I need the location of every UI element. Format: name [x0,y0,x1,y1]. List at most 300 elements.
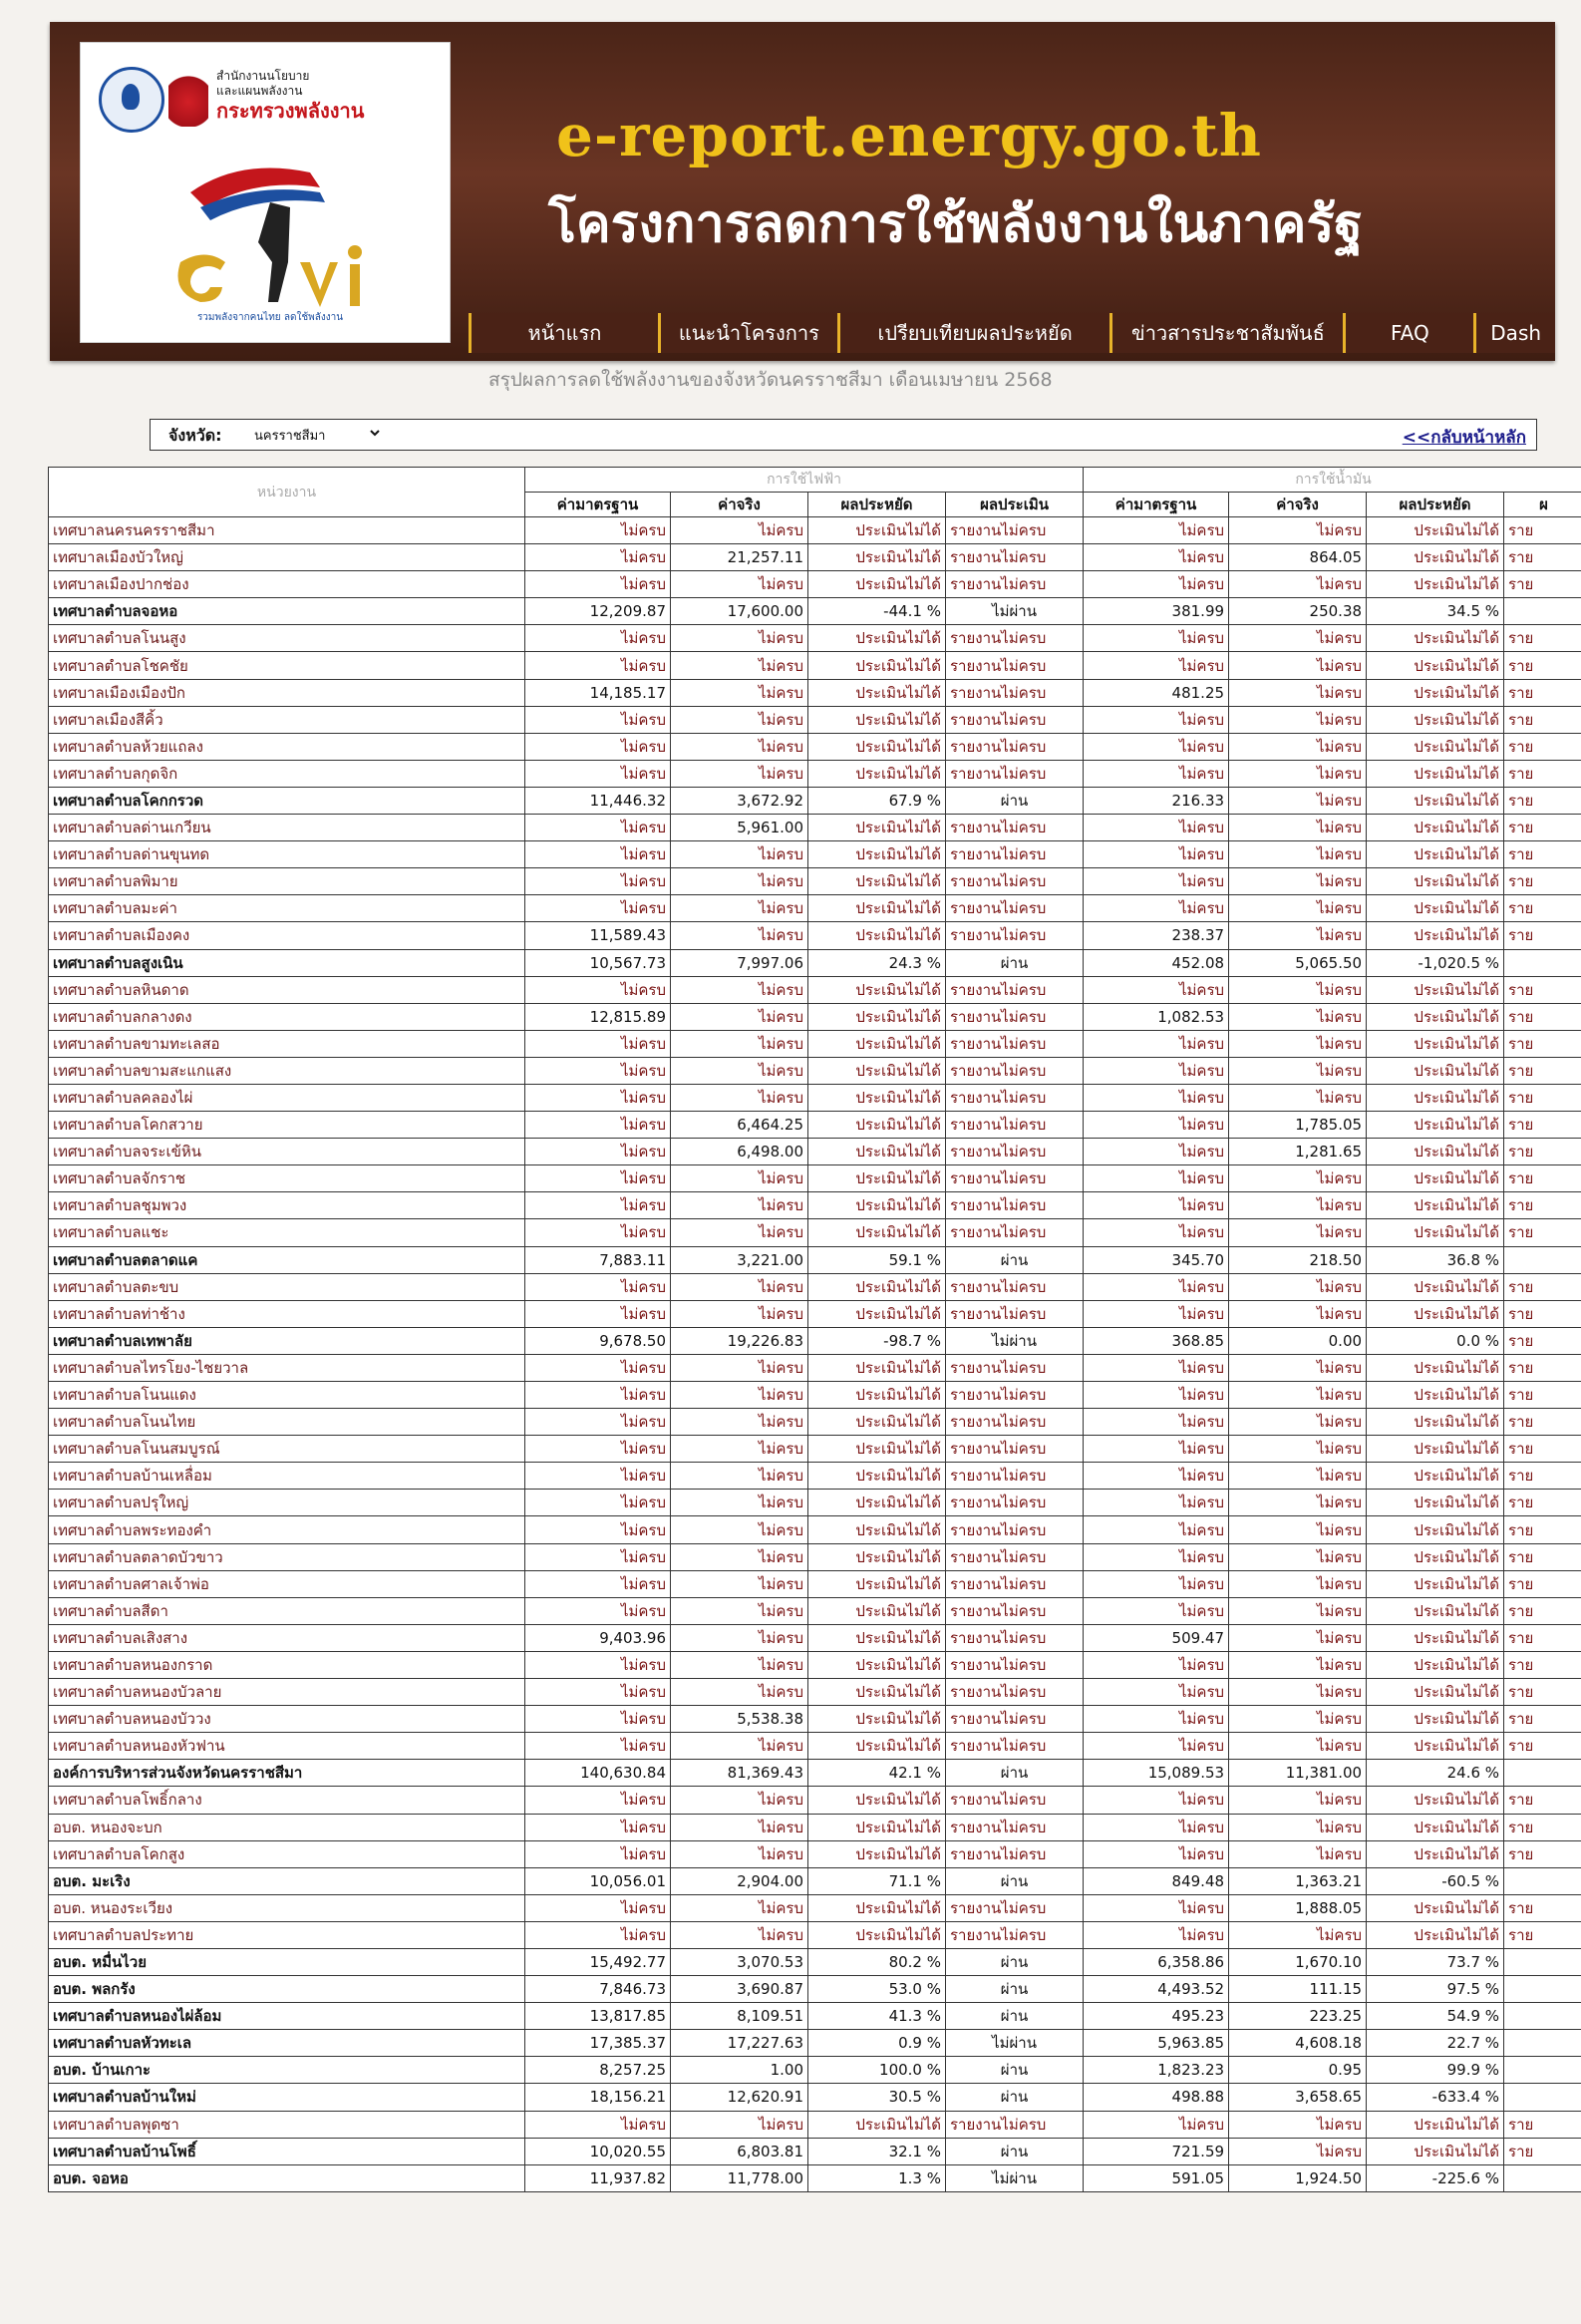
table-cell: ไม่ครบ [1084,1409,1229,1436]
table-row [49,2084,1581,2111]
table-cell: ไม่ครบ [525,1543,671,1570]
table-cell: ประเมินไม่ได้ [1367,1814,1504,1840]
agency-name-cell[interactable]: เทศบาลตำบลโนนไทย [49,1409,525,1436]
table-cell: ประเมินไม่ได้ [1367,1139,1504,1165]
agency-name-cell[interactable]: เทศบาลตำบลแชะ [49,1219,525,1246]
table-cell: ไม่ครบ [1229,976,1367,1003]
table-cell: ผ่าน [946,1246,1084,1273]
table-cell: รายงานไม่ครบ [946,706,1084,733]
agency-name-cell[interactable]: เทศบาลเมืองปากช่อง [49,571,525,598]
table-cell: ประเมินไม่ได้ [808,1597,946,1624]
table-cell: ผ่าน [946,2003,1084,2030]
table-cell: ไม่ครบ [671,2111,808,2138]
agency-name-cell[interactable]: เทศบาลตำบลจระเข้หิน [49,1139,525,1165]
agency-name-cell[interactable]: เทศบาลเมืองสีคิ้ว [49,706,525,733]
table-cell: ประเมินไม่ได้ [1367,815,1504,841]
table-row [49,1814,1581,1840]
col-electric-result: ผลประเมิน [946,493,1084,517]
table-cell: รายงานไม่ครบ [946,1921,1084,1948]
table-cell: ราย [1504,1787,1581,1814]
agency-name-cell[interactable]: เทศบาลตำบลท่าช้าง [49,1300,525,1327]
table-cell: 13,817.85 [525,2003,671,2030]
table-cell: ไม่ครบ [1229,625,1367,652]
table-row [49,1706,1581,1733]
table-cell: ไม่ครบ [671,1814,808,1840]
table-cell: ประเมินไม่ได้ [1367,1570,1504,1597]
table-cell: 1,785.05 [1229,1112,1367,1139]
nav-about[interactable]: แนะนำโครงการ [658,313,837,353]
table-cell: ไม่ครบ [671,1516,808,1543]
agency-name-cell[interactable]: เทศบาลตำบลพระทองคำ [49,1516,525,1543]
table-cell: 8,257.25 [525,2057,671,2084]
table-cell: รายงานไม่ครบ [946,1057,1084,1084]
table-cell: ประเมินไม่ได้ [808,1894,946,1921]
table-cell: 1,924.50 [1229,2164,1367,2191]
table-cell: ไม่ครบ [671,1921,808,1948]
agency-name-cell[interactable]: เทศบาลตำบลหนองบัววง [49,1706,525,1733]
table-cell: ราย [1504,1624,1581,1651]
table-cell: ราย [1504,1057,1581,1084]
table-cell: รายงานไม่ครบ [946,1003,1084,1030]
table-cell: ไม่ครบ [1084,1219,1229,1246]
table-cell: รายงานไม่ครบ [946,1679,1084,1706]
agency-name-cell[interactable]: เทศบาลตำบลโนนแดง [49,1382,525,1409]
table-cell: ประเมินไม่ได้ [808,1354,946,1381]
agency-name-cell[interactable]: เทศบาลนครนครราชสีมา [49,517,525,544]
logo-caption: รวมพลังจากคนไทย ลดใช้พลังงาน [196,312,344,323]
agency-name-cell[interactable]: เทศบาลตำบลมะค่า [49,895,525,922]
table-cell: ประเมินไม่ได้ [1367,1112,1504,1139]
table-cell: 250.38 [1229,598,1367,625]
table-cell: 1.3 % [808,2164,946,2191]
nav-compare[interactable]: เปรียบเทียบผลประหยัด [837,313,1109,353]
table-cell: ไม่ครบ [1229,1057,1367,1084]
agency-name-cell[interactable]: เทศบาลตำบลสูงเนิน [49,949,525,976]
table-cell: ผ่าน [946,2057,1084,2084]
table-cell: ไม่ครบ [1084,733,1229,760]
table-cell: ไม่ครบ [525,544,671,571]
table-cell: ประเมินไม่ได้ [1367,1300,1504,1327]
logo-panel[interactable] [80,42,451,343]
table-cell: รายงานไม่ครบ [946,1570,1084,1597]
agency-name-cell[interactable]: อบต. หนองจะบก [49,1814,525,1840]
table-cell: รายงานไม่ครบ [946,1409,1084,1436]
table-cell: ราย [1504,1300,1581,1327]
table-row [49,1246,1581,1273]
table-cell: ผ่าน [946,949,1084,976]
table-row [49,733,1581,760]
table-cell: ประเมินไม่ได้ [808,1679,946,1706]
table-cell: 81,369.43 [671,1760,808,1787]
table-cell: ประเมินไม่ได้ [1367,2138,1504,2164]
table-cell: รายงานไม่ครบ [946,976,1084,1003]
table-cell: ไม่ครบ [1084,1436,1229,1463]
table-cell: ไม่ครบ [671,841,808,868]
table-cell: ไม่ครบ [525,2111,671,2138]
table-cell: ประเมินไม่ได้ [808,815,946,841]
agency-name-cell[interactable]: เทศบาลตำบลกลางดง [49,1003,525,1030]
table-cell: ไม่ครบ [525,1219,671,1246]
agency-name-cell[interactable]: อบต. หนองระเวียง [49,1894,525,1921]
table-cell: ประเมินไม่ได้ [808,1409,946,1436]
agency-name-cell[interactable]: เทศบาลตำบลห้วยแถลง [49,733,525,760]
table-cell: ไม่ครบ [1084,760,1229,787]
agency-name-cell[interactable]: เทศบาลตำบลโนนสูง [49,625,525,652]
table-cell: ไม่ครบ [1229,1165,1367,1192]
table-cell: 19,226.83 [671,1327,808,1354]
table-cell: 3,070.53 [671,1948,808,1975]
table-cell: ประเมินไม่ได้ [1367,517,1504,544]
table-cell: ไม่ครบ [671,652,808,679]
table-cell: ประเมินไม่ได้ [808,1733,946,1760]
table-cell: ไม่ครบ [1084,1706,1229,1733]
table-cell: ราย [1504,2111,1581,2138]
table-cell: ไม่ครบ [1084,1165,1229,1192]
table-cell: ประเมินไม่ได้ [1367,1706,1504,1733]
agency-name-cell[interactable]: เทศบาลตำบลคลองไผ่ [49,1084,525,1111]
agency-name-cell[interactable]: เทศบาลตำบลโคกสวาย [49,1112,525,1139]
table-row [49,1165,1581,1192]
table-cell: ประเมินไม่ได้ [808,1543,946,1570]
table-cell: 5,961.00 [671,815,808,841]
table-cell: ไม่ครบ [671,1165,808,1192]
table-cell: 30.5 % [808,2084,946,2111]
table-cell: ไม่ครบ [1229,760,1367,787]
table-cell: ประเมินไม่ได้ [808,679,946,706]
table-cell: ไม่ครบ [671,1787,808,1814]
table-cell: ประเมินไม่ได้ [1367,787,1504,814]
province-label: จังหวัด: [168,426,222,445]
table-cell: รายงานไม่ครบ [946,1165,1084,1192]
table-cell: ประเมินไม่ได้ [1367,976,1504,1003]
table-cell: ไม่ครบ [525,841,671,868]
agency-name-cell[interactable]: เทศบาลตำบลโชคชัย [49,652,525,679]
table-cell: ไม่ครบ [1229,787,1367,814]
agency-name-cell[interactable]: เทศบาลตำบลประทาย [49,1921,525,1948]
table-cell: 1.00 [671,2057,808,2084]
nav-news[interactable]: ข่าวสารประชาสัมพันธ์ [1109,313,1343,353]
table-cell: ประเมินไม่ได้ [1367,544,1504,571]
table-cell: 9,403.96 [525,1624,671,1651]
table-cell: ประเมินไม่ได้ [808,1273,946,1300]
table-cell: ไม่ครบ [1229,841,1367,868]
table-cell: 591.05 [1084,2164,1229,2191]
table-row [49,679,1581,706]
table-cell: ประเมินไม่ได้ [808,1840,946,1867]
table-cell: ไม่ผ่าน [946,2164,1084,2191]
table-cell: ไม่ครบ [671,679,808,706]
table-cell: ประเมินไม่ได้ [808,1165,946,1192]
table-cell: รายงานไม่ครบ [946,922,1084,949]
agency-name-cell[interactable]: เทศบาลตำบลโคกกรวด [49,787,525,814]
table-cell: ไม่ผ่าน [946,598,1084,625]
agency-header: หน่วยงาน [49,468,525,517]
province-select[interactable]: นครราชสีมา [254,429,326,444]
table-cell: ไม่ครบ [525,1382,671,1409]
table-cell: 15,492.77 [525,1948,671,1975]
agency-name-cell[interactable]: เทศบาลตำบลพุดซา [49,2111,525,2138]
agency-name-cell[interactable]: เทศบาลตำบลหนองหัวฟาน [49,1733,525,1760]
table-row [49,1894,1581,1921]
table-cell: 36.8 % [1367,1246,1504,1273]
table-cell: ไม่ครบ [525,625,671,652]
fuel-group-header: การใช้น้ำมัน [1084,468,1581,493]
agency-name-cell[interactable]: อบต. บ้านเกาะ [49,2057,525,2084]
table-cell: ไม่ครบ [525,1409,671,1436]
agency-name-cell[interactable]: เทศบาลตำบลไทรโยง-ไชยวาล [49,1354,525,1381]
table-cell: ไม่ครบ [1084,1814,1229,1840]
table-cell: ไม่ครบ [671,1300,808,1327]
table-cell: ไม่ครบ [671,1543,808,1570]
table-cell: ราย [1504,1436,1581,1463]
table-cell: ประเมินไม่ได้ [1367,1894,1504,1921]
table-cell: ไม่ครบ [671,1894,808,1921]
site-header [50,22,1555,361]
table-cell: ไม่ครบ [1229,1840,1367,1867]
table-row [49,598,1581,625]
agency-name-cell[interactable]: เทศบาลตำบลหัวทะเล [49,2030,525,2057]
table-cell: รายงานไม่ครบ [946,841,1084,868]
table-cell: 41.3 % [808,2003,946,2030]
table-cell: ประเมินไม่ได้ [1367,1651,1504,1678]
table-row [49,1624,1581,1651]
table-cell: ประเมินไม่ได้ [1367,1463,1504,1490]
table-cell: ไม่ครบ [671,760,808,787]
table-cell: ไม่ครบ [671,1192,808,1219]
table-row [49,2164,1581,2191]
table-cell: ไม่ครบ [525,1894,671,1921]
table-cell: ไม่ครบ [1084,976,1229,1003]
agency-name-cell[interactable]: เทศบาลตำบลบ้านใหม่ [49,2084,525,2111]
agency-name-cell[interactable]: เทศบาลตำบลพิมาย [49,868,525,895]
table-cell: 223.25 [1229,2003,1367,2030]
agency-name-cell[interactable]: เทศบาลตำบลชุมพวง [49,1192,525,1219]
table-cell: ไม่ครบ [1084,706,1229,733]
agency-name-cell[interactable]: เทศบาลตำบลหนองกราด [49,1651,525,1678]
agency-name-cell[interactable]: เทศบาลตำบลบ้านโพธิ์ [49,2138,525,2164]
table-cell: ไม่ครบ [1229,815,1367,841]
table-row [49,1436,1581,1463]
table-cell: 11,589.43 [525,922,671,949]
agency-name-cell[interactable]: เทศบาลตำบลเทพาลัย [49,1327,525,1354]
table-cell: ไม่ครบ [525,1165,671,1192]
table-cell: 5,065.50 [1229,949,1367,976]
table-cell: ราย [1504,1490,1581,1516]
agency-name-cell[interactable]: เทศบาลตำบลโนนสมบูรณ์ [49,1436,525,1463]
table-cell: ไม่ครบ [525,1597,671,1624]
table-cell: 11,446.32 [525,787,671,814]
main-nav [469,313,1555,353]
table-cell: ราย [1504,1219,1581,1246]
table-cell: ไม่ครบ [1229,868,1367,895]
agency-name-cell[interactable]: เทศบาลตำบลบ้านเหลื่อม [49,1463,525,1490]
table-cell: ราย [1504,895,1581,922]
table-cell: ประเมินไม่ได้ [1367,1354,1504,1381]
table-cell: ราย [1504,841,1581,868]
table-cell: ไม่ครบ [525,760,671,787]
agency-name-cell[interactable]: เทศบาลตำบลศาลเจ้าพ่อ [49,1570,525,1597]
table-cell: 9,678.50 [525,1327,671,1354]
table-cell: รายงานไม่ครบ [946,2111,1084,2138]
table-row [49,1057,1581,1084]
table-cell: ไม่ครบ [1084,1354,1229,1381]
agency-name-cell[interactable]: อบต. มะเริง [49,1867,525,1894]
agency-name-cell[interactable]: เทศบาลตำบลเสิงสาง [49,1624,525,1651]
table-cell: 1,888.05 [1229,1894,1367,1921]
table-cell: ไม่ครบ [1084,1543,1229,1570]
table-cell: 53.0 % [808,1976,946,2003]
table-cell [1504,949,1581,976]
table-cell: 6,464.25 [671,1112,808,1139]
table-cell: ราย [1504,1354,1581,1381]
agency-name-cell[interactable]: เทศบาลตำบลหินดาด [49,976,525,1003]
table-cell: 5,963.85 [1084,2030,1229,2057]
agency-name-cell[interactable]: เทศบาลตำบลหนองบัวลาย [49,1679,525,1706]
table-cell [1504,2084,1581,2111]
table-cell: ประเมินไม่ได้ [808,1787,946,1814]
site-url: e-report.energy.go.th [556,102,1262,169]
nav-faq[interactable]: FAQ [1343,313,1473,353]
table-cell: ไม่ครบ [1229,1543,1367,1570]
table-cell: ประเมินไม่ได้ [808,1436,946,1463]
agency-name-cell[interactable]: เทศบาลตำบลกุดจิก [49,760,525,787]
table-cell: ผ่าน [946,787,1084,814]
agency-name-cell[interactable]: องค์การบริหารส่วนจังหวัดนครราชสีมา [49,1760,525,1787]
table-cell: ไม่ครบ [1084,1787,1229,1814]
table-cell: 10,020.55 [525,2138,671,2164]
table-cell: ไม่ครบ [525,895,671,922]
agency-name-cell[interactable]: อบต. พลกรัง [49,1976,525,2003]
table-cell: ประเมินไม่ได้ [808,1651,946,1678]
table-cell: รายงานไม่ครบ [946,625,1084,652]
table-cell: 11,937.82 [525,2164,671,2191]
table-cell: รายงานไม่ครบ [946,1543,1084,1570]
table-cell: ไม่ครบ [671,1651,808,1678]
table-cell: รายงานไม่ครบ [946,895,1084,922]
table-cell: ไม่ครบ [1084,1570,1229,1597]
agency-name-cell[interactable]: เทศบาลตำบลด่านเกวียน [49,815,525,841]
agency-name-cell[interactable]: เทศบาลตำบลขามสะแกแสง [49,1057,525,1084]
table-cell: ไม่ครบ [1084,1192,1229,1219]
agency-name-cell[interactable]: เทศบาลตำบลปรุใหญ่ [49,1490,525,1516]
agency-name-cell[interactable]: เทศบาลตำบลหนองไผ่ล้อม [49,2003,525,2030]
agency-name-cell[interactable]: เทศบาลตำบลตลาดบัวขาว [49,1543,525,1570]
agency-name-cell[interactable]: เทศบาลตำบลสีดา [49,1597,525,1624]
table-cell: ไม่ครบ [671,517,808,544]
table-cell: ประเมินไม่ได้ [1367,571,1504,598]
agency-name-cell[interactable]: อบต. หมื่นไวย [49,1948,525,1975]
table-cell: ไม่ครบ [525,652,671,679]
agency-name-cell[interactable]: เทศบาลเมืองบัวใหญ่ [49,544,525,571]
table-cell: ไม่ครบ [1229,2111,1367,2138]
chevron-down-icon[interactable] [370,428,380,438]
table-cell: ประเมินไม่ได้ [1367,625,1504,652]
agency-name-cell[interactable]: เทศบาลตำบลโคกสูง [49,1840,525,1867]
table-cell: ราย [1504,1192,1581,1219]
table-cell: รายงานไม่ครบ [946,1139,1084,1165]
table-cell: รายงานไม่ครบ [946,868,1084,895]
table-cell: ไม่ครบ [671,625,808,652]
table-cell: ไม่ครบ [1229,1706,1367,1733]
ministry-line3: กระทรวงพลังงาน [216,99,365,123]
ministry-name [216,69,446,123]
table-row [49,1651,1581,1678]
table-row [49,949,1581,976]
table-cell: ไม่ครบ [1229,1463,1367,1490]
table-cell: ประเมินไม่ได้ [808,922,946,949]
table-cell: ประเมินไม่ได้ [1367,760,1504,787]
table-cell: ผ่าน [946,1948,1084,1975]
table-row [49,868,1581,895]
agency-name-cell[interactable]: เทศบาลตำบลตลาดแค [49,1246,525,1273]
table-row [49,2057,1581,2084]
table-row [49,1543,1581,1570]
agency-name-cell[interactable]: อบต. จอหอ [49,2164,525,2191]
table-cell: 0.00 [1229,1327,1367,1354]
agency-name-cell[interactable]: เทศบาลตำบลขามทะเลสอ [49,1030,525,1057]
agency-name-cell[interactable]: เทศบาลตำบลจอหอ [49,598,525,625]
table-cell: ไม่ครบ [1084,1679,1229,1706]
table-row [49,1112,1581,1139]
agency-name-cell[interactable]: เทศบาลเมืองเมืองปัก [49,679,525,706]
table-cell: ไม่ครบ [1084,571,1229,598]
table-cell: ผ่าน [946,2084,1084,2111]
agency-name-cell[interactable]: เทศบาลตำบลจักราช [49,1165,525,1192]
table-cell: ไม่ครบ [525,1139,671,1165]
table-cell: ไม่ครบ [1229,571,1367,598]
table-cell: ไม่ครบ [1229,1273,1367,1300]
table-cell: ไม่ครบ [671,1273,808,1300]
table-row [49,1139,1581,1165]
table-cell: ประเมินไม่ได้ [1367,1787,1504,1814]
table-cell: ประเมินไม่ได้ [808,1139,946,1165]
table-cell: ราย [1504,1165,1581,1192]
agency-name-cell[interactable]: เทศบาลตำบลตะขบ [49,1273,525,1300]
table-cell: ประเมินไม่ได้ [1367,868,1504,895]
nav-home[interactable]: หน้าแรก [469,313,658,353]
table-cell: ไม่ครบ [1229,679,1367,706]
table-cell: ไม่ครบ [1229,1409,1367,1436]
table-cell: ราย [1504,1814,1581,1840]
table-cell [1504,1976,1581,2003]
summary-heading: สรุปผลการลดใช้พลังงานของจังหวัดนครราชสีมา เดือนเมษายน 2568 [488,369,1053,391]
table-cell: ประเมินไม่ได้ [1367,733,1504,760]
table-row [49,517,1581,544]
table-cell: ประเมินไม่ได้ [1367,652,1504,679]
table-cell: ไม่ครบ [1229,1814,1367,1840]
table-cell: ไม่ครบ [525,733,671,760]
table-row [49,841,1581,868]
agency-name-cell[interactable]: เทศบาลตำบลด่านขุนทด [49,841,525,868]
table-row [49,1840,1581,1867]
agency-name-cell[interactable]: เทศบาลตำบลโพธิ์กลาง [49,1787,525,1814]
agency-name-cell[interactable]: เทศบาลตำบลเมืองคง [49,922,525,949]
table-cell: รายงานไม่ครบ [946,544,1084,571]
back-home-link[interactable]: <<กลับหน้าหลัก [1402,428,1526,448]
table-row [49,895,1581,922]
nav-dashboard[interactable]: Dash [1473,313,1555,353]
col-fuel-standard: ค่ามาตรฐาน [1084,493,1229,517]
table-cell: 1,823.23 [1084,2057,1229,2084]
table-cell: ประเมินไม่ได้ [1367,1273,1504,1300]
table-cell: 4,493.52 [1084,1976,1229,2003]
table-cell: ไม่ครบ [1229,706,1367,733]
table-cell: ราย [1504,625,1581,652]
table-cell [1504,1246,1581,1273]
table-cell: ไม่ครบ [525,1112,671,1139]
table-cell: ไม่ครบ [525,1490,671,1516]
table-cell: 721.59 [1084,2138,1229,2164]
